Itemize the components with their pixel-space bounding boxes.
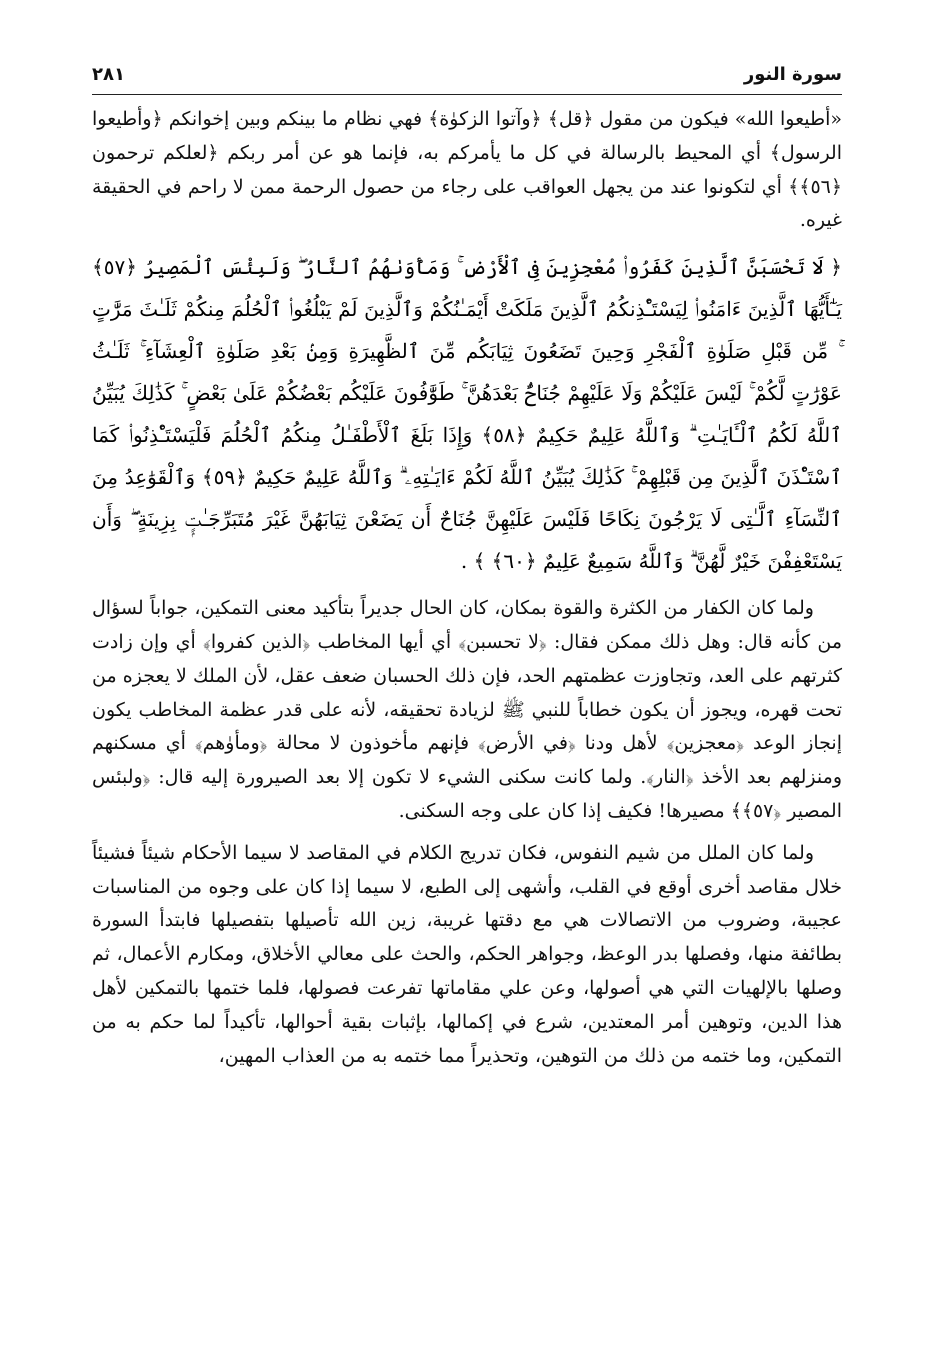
page-number: ٢٨١ bbox=[92, 64, 125, 85]
commentary-paragraph-1: ولما كان الكفار من الكثرة والقوة بمكان، كان الحال جديراً بتأكيد معنى التمكين، جواباً لسؤال من كأنه قال: وهل ذلك ممكن فقال: ﴿لا تحسبن﴾ أي أيها المخاطب ﴿الذين كفروا﴾ أي وإن زادت كثرتهم على العد، وتجاوزت عظمتهم الحد، فإن ذلك الحسبان ضعف عقل، لأن الملك لا يعجزه من تحت قهره، ويجوز أن يكون خطاباً للنبي ﷺ لزيادة تحقيقه، لأنه على قدر عظمة المخاطب يكون إنجاز الوعد ﴿معجزين﴾ لأهل ودنا ﴿في الأرض﴾ فإنهم مأخوذون لا محالة ﴿ومأوٰهم﴾ أي مسكنهم ومنزلهم بعد الأخذ ﴿النار﴾. ولما كانت سكنى الشيء لا تكون إلا بعد الصيرورة إليه قال: ﴿ولبئس المصير ﴿٥٧﴾﴾ مصيرها! فكيف إذا كان على وجه السكنى. bbox=[92, 597, 842, 822]
surah-title: سورة النور bbox=[743, 64, 842, 85]
page-header bbox=[92, 58, 842, 95]
commentary-paragraph-2: ولما كان الملل من شيم النفوس، فكان تدريج الكلام في المقاصد لا سيما الأحكام شيئاً فشيئاً خلال مقاصد أخرى أوقع في القلب، وأشهى إلى الطبع، لا سيما إذا كان على وجوه من المناسبات عجيبة، وضروب من الاتصالات هي مع دقتها غريبة، زين الله تأصيلها بتفصيلها فابتدأ السورة بطائفة منها، وفصلها بدر الوعظ، وجواهر الحكم، والحث على معالي الأخلاق، ومكارم الأعمال، ثم وصلها بالإلهيات التي هي أصولها، وعن علي مقاماتها تفرعت فصولها، فلما ختمها بالتمكين لأهل هذا الدين، وتوهين أمر المعتدين، شرع في إكمالها، بإثبات بقية أحوالها، تأكيداً لما حكم به من التمكين، وما ختمه من ذلك من التوهين، وتحذيراً مما ختمه به من العذاب المهين، bbox=[92, 841, 842, 1067]
document-page bbox=[92, 58, 842, 1307]
intro-paragraph: «أطيعوا الله» فيكون من مقول ﴿قل﴾ ﴿وآتوا الزكوٰة﴾ فهي نظام ما بينكم وبين إخوانكم ﴿وأطيعوا الرسول﴾ أي المحيط بالرسالة في كل ما يأمركم به، فإنما هو عن أمر ربكم ﴿لعلكم ترحمون ﴿٥٦﴾﴾ أي لتكونوا عند من يجهل العواقب على رجاء من حصول الرحمة ممن لا راحم في الحقيقة غيره. bbox=[92, 108, 842, 232]
quran-verses-block: ﴿ لَا تَحْسَبَنَّ ٱلَّذِينَ كَفَرُوا۟ مُعْجِزِينَ فِى ٱلْأَرْضِ ۚ وَمَأْوَىٰهُمُ ٱلنَّارُ ۖ وَلَبِئْسَ ٱلْمَصِيرُ ﴿٥٧﴾ يَـٰٓأَيُّهَا ٱلَّذِينَ ءَامَنُوا۟ لِيَسْتَـْٔذِنكُمُ ٱلَّذِينَ مَلَكَتْ أَيْمَـٰنُكُمْ وَٱلَّذِينَ لَمْ يَبْلُغُوا۟ ٱلْحُلُمَ مِنكُمْ ثَلَـٰثَ مَرَّٰتٍ ۚ مِّن قَبْلِ صَلَوٰةِ ٱلْفَجْرِ وَحِينَ تَضَعُونَ ثِيَابَكُم مِّنَ ٱلظَّهِيرَةِ وَمِنۢ بَعْدِ صَلَوٰةِ ٱلْعِشَآءِ ۚ ثَلَـٰثُ عَوْرَٰتٍ لَّكُمْ ۚ لَيْسَ عَلَيْكُمْ وَلَا عَلَيْهِمْ جُنَاحٌۢ بَعْدَهُنَّ ۚ طَوَّٰفُونَ عَلَيْكُم بَعْضُكُمْ عَلَىٰ بَعْضٍ ۚ كَذَٰلِكَ يُبَيِّنُ ٱللَّهُ لَكُمُ ٱلْـَٔايَـٰتِ ۗ وَٱللَّهُ عَلِيمٌ حَكِيمٌ ﴿٥٨﴾ وَإِذَا بَلَغَ ٱلْأَطْفَـٰلُ مِنكُمُ ٱلْحُلُمَ فَلْيَسْتَـْٔذِنُوا۟ كَمَا ٱسْتَـْٔذَنَ ٱلَّذِينَ مِن قَبْلِهِمْ ۚ كَذَٰلِكَ يُبَيِّنُ ٱللَّهُ لَكُمْ ءَايَـٰتِهِۦ ۗ وَٱللَّهُ عَلِيمٌ حَكِيمٌ ﴿٥٩﴾ وَٱلْقَوَٰعِدُ مِنَ ٱلنِّسَآءِ ٱلَّـٰتِى لَا يَرْجُونَ نِكَاحًا فَلَيْسَ عَلَيْهِنَّ جُنَاحٌ أَن يَضَعْنَ ثِيَابَهُنَّ غَيْرَ مُتَبَرِّجَـٰتٍۭ بِزِينَةٍ ۖ وَأَن يَسْتَعْفِفْنَ خَيْرٌ لَّهُنَّ ۗ وَٱللَّهُ سَمِيعٌ عَلِيمٌ ﴿٦٠﴾ ﴾ . bbox=[92, 255, 842, 574]
